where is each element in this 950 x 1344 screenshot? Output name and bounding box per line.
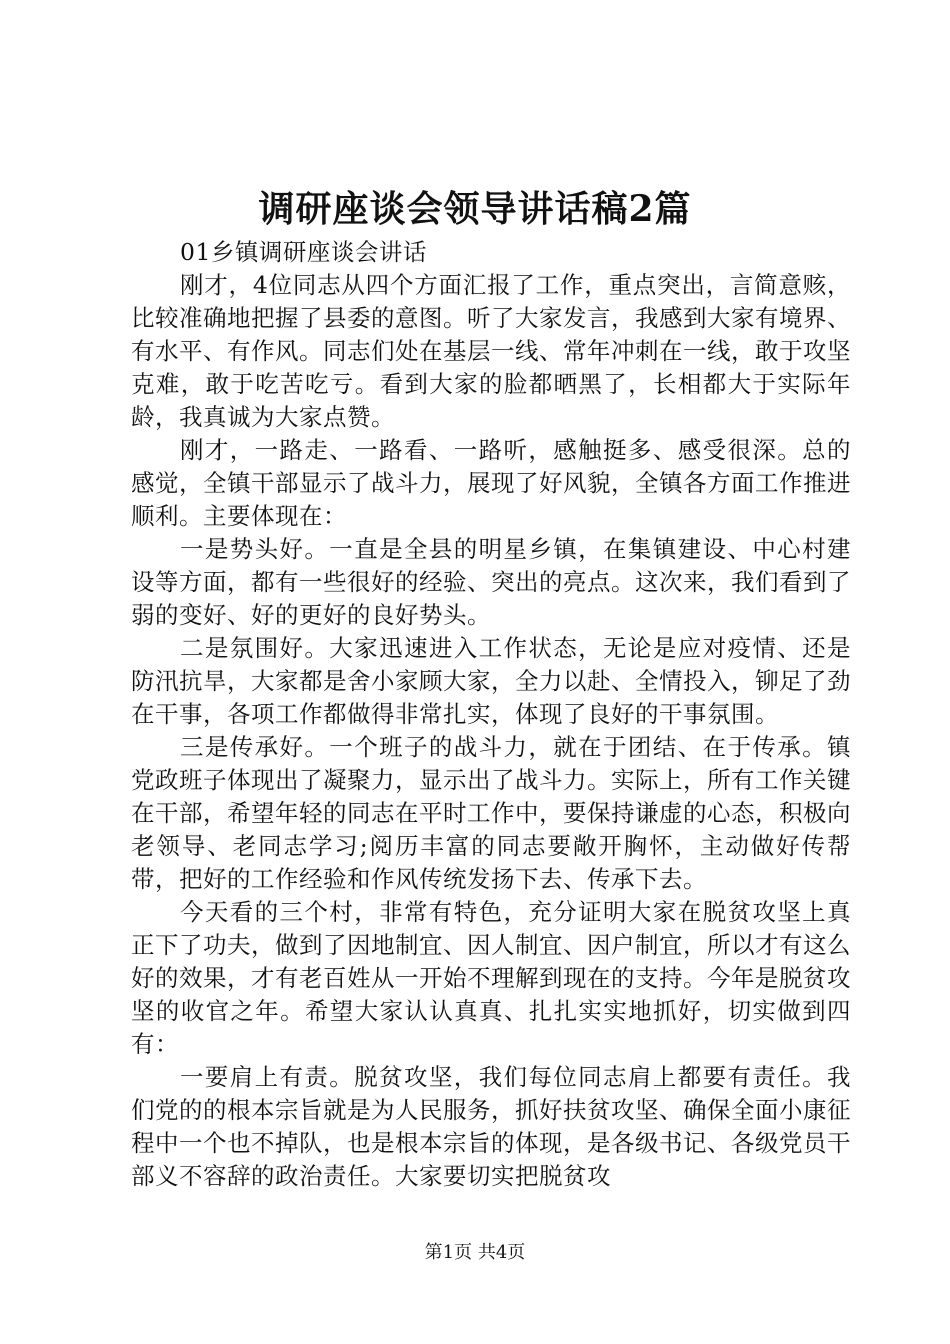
page-number-footer: 第1页 共4页 [424, 1242, 526, 1263]
paragraph: 一是势头好。一直是全县的明星乡镇，在集镇建设、中心村建设等方面，都有一些很好的经验、突出的亮点。这次来，我们看到了弱的变好、好的更好的良好势头。 [131, 535, 851, 629]
document-body [131, 269, 851, 1193]
document-title: 调研座谈会领导讲话稿2篇 [258, 188, 692, 230]
paragraph: 三是传承好。一个班子的战斗力，就在于团结、在于传承。镇党政班子体现出了凝聚力，显示出了战斗力。实际上，所有工作关键在干部，希望年轻的同志在平时工作中，要保持谦虚的心态，积极向老领导、老同志学习;阅历丰富的同志要敞开胸怀，主动做好传帮带，把好的工作经验和作风传统发扬下去、传承下去。 [131, 733, 851, 893]
paragraph: 今天看的三个村，非常有特色，充分证明大家在脱贫攻坚上真正下了功夫，做到了因地制宜、因人制宜、因户制宜，所以才有这么好的效果，才有老百姓从一开始不理解到现在的支持。今年是脱贫攻坚的收官之年。希望大家认认真真、扎扎实实地抓好，切实做到四有： [131, 898, 851, 1058]
section-heading: 01乡镇调研座谈会讲话 [180, 238, 427, 266]
paragraph: 刚才，一路走、一路看、一路听，感触挺多、感受很深。总的感觉，全镇干部显示了战斗力，展现了好风貌，全镇各方面工作推进顺利。主要体现在： [131, 436, 851, 530]
paragraph: 刚才，4位同志从四个方面汇报了工作，重点突出，言简意赅，比较准确地把握了县委的意图。听了大家发言，我感到大家有境界、有水平、有作风。同志们处在基层一线、常年冲刺在一线，敢于攻坚克难，敢于吃苦吃亏。看到大家的脸都晒黑了，长相都大于实际年龄，我真诚为大家点赞。 [131, 271, 851, 431]
paragraph: 一要肩上有责。脱贫攻坚，我们每位同志肩上都要有责任。我们党的的根本宗旨就是为人民服务，抓好扶贫攻坚、确保全面小康征程中一个也不掉队，也是根本宗旨的体现，是各级书记、各级党员干部义不容辞的政治责任。大家要切实把脱贫攻 [131, 1063, 851, 1190]
paragraph: 二是氛围好。大家迅速进入工作状态，无论是应对疫情、还是防汛抗旱，大家都是舍小家顾大家，全力以赴、全情投入，铆足了劲在干事，各项工作都做得非常扎实，体现了良好的干事氛围。 [131, 634, 851, 728]
